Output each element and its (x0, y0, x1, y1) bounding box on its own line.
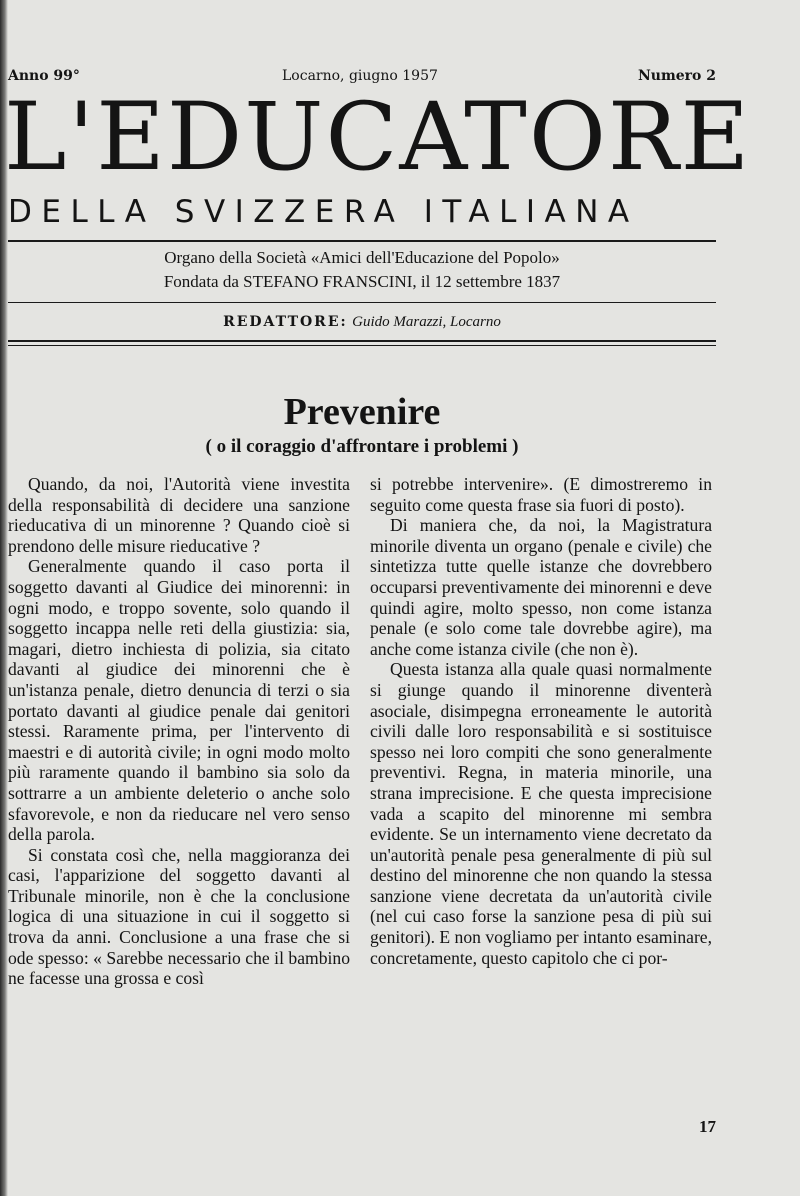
paragraph: Quando, da noi, l'Autorità viene investita della responsabilità di decidere una sanzione rieducativa di un minorenne ? Quando cioè si prendono delle misure rieducative ? (8, 474, 350, 556)
founder-line: Fondata da STEFANO FRANSCINI, il 12 settembre 1837 (163, 272, 561, 291)
article-column-right (370, 474, 712, 968)
paragraph: Di maniera che, da noi, la Magistratura minorile diventa un organo (penale e civile) che sintetizza tutte quelle istanze che dovrebbero occuparsi preventivamente dei minorenni e deve quindi agire, molto spesso, non come istanza penale (e solo come tale dovrebbe agire), ma anche come istanza civile (che non è). (370, 515, 712, 659)
article-subtitle: ( o il coraggio d'affrontare i problemi ) (205, 436, 519, 457)
organ-line: Organo della Società «Amici dell'Educazione del Popolo» (164, 248, 560, 267)
paragraph: Generalmente quando il caso porta il soggetto davanti al Giudice dei minorenni: in ogni modo, e troppo sovente, solo quando il soggetto incappa nelle reti della giustizia: sia, magari, dietro inchiesta di polizia, sia citato davanti al giudice dei minorenni che è un'istanza penale, dietro denuncia di terzi o sia portato davanti al giudice penale dai genitori stessi. Raramente prima, per l'intervento di maestri e di autorità civile; in ogni modo molto più raramente quando il bambino sia solo da sottrarre a un ambiente deleterio o anche solo sfavorevole, e non da rieducare nel vero senso della parola. (8, 556, 350, 845)
editor-label: REDATTORE: (223, 314, 348, 330)
editor-line (8, 314, 716, 331)
divider (8, 302, 716, 303)
article-column-left (8, 474, 350, 989)
divider (8, 340, 716, 342)
issue-number: Numero 2 (637, 68, 716, 84)
divider (8, 345, 716, 346)
page-number: 17 (699, 1117, 716, 1136)
divider (8, 240, 716, 242)
masthead-title: L'EDUCATORE (4, 83, 752, 192)
paragraph: si potrebbe intervenire». (E dimostreremo in seguito come questa frase sia fuori di posto). (370, 474, 712, 515)
issue-place-date: Locarno, giugno 1957 (282, 68, 438, 84)
article-title: Prevenire (283, 391, 441, 433)
editor-name: Guido Marazzi, Locarno (352, 314, 501, 330)
issue-year: Anno 99° (8, 68, 80, 84)
paragraph: Si constata così che, nella maggioranza dei casi, l'apparizione del soggetto davanti al Tribunale minorile, non è che la conclusione logica di una situazione in cui il soggetto si trova da anni. Conclusione a una frase che si ode spesso: « Sarebbe necessario che il bambino ne facesse una grossa e così (8, 844, 350, 989)
masthead-subtitle: DELLA SVIZZERA ITALIANA (8, 194, 639, 230)
paragraph: Questa istanza alla quale quasi normalmente si giunge quando il minorenne diventerà asociale, disimpegna erroneamente le autorità civili dalle loro responsabilità e si sostituisce spesso nei loro compiti che sono generalmente preventivi. Regna, in materia minorile, una strana imprecisione. E che questa imprecisione vada a scapito del minorenne mi sembra evidente. Se un internamento viene decretato da un'autorità penale pesa generalmente di più sul destino del minorenne che non quando la stessa sanzione viene decretata da un'autorità civile (nel cui caso forse la sanzione pesa di più sui genitori). E non vogliamo per intanto esaminare, concretamente, questo capitolo che ci por- (370, 659, 713, 968)
